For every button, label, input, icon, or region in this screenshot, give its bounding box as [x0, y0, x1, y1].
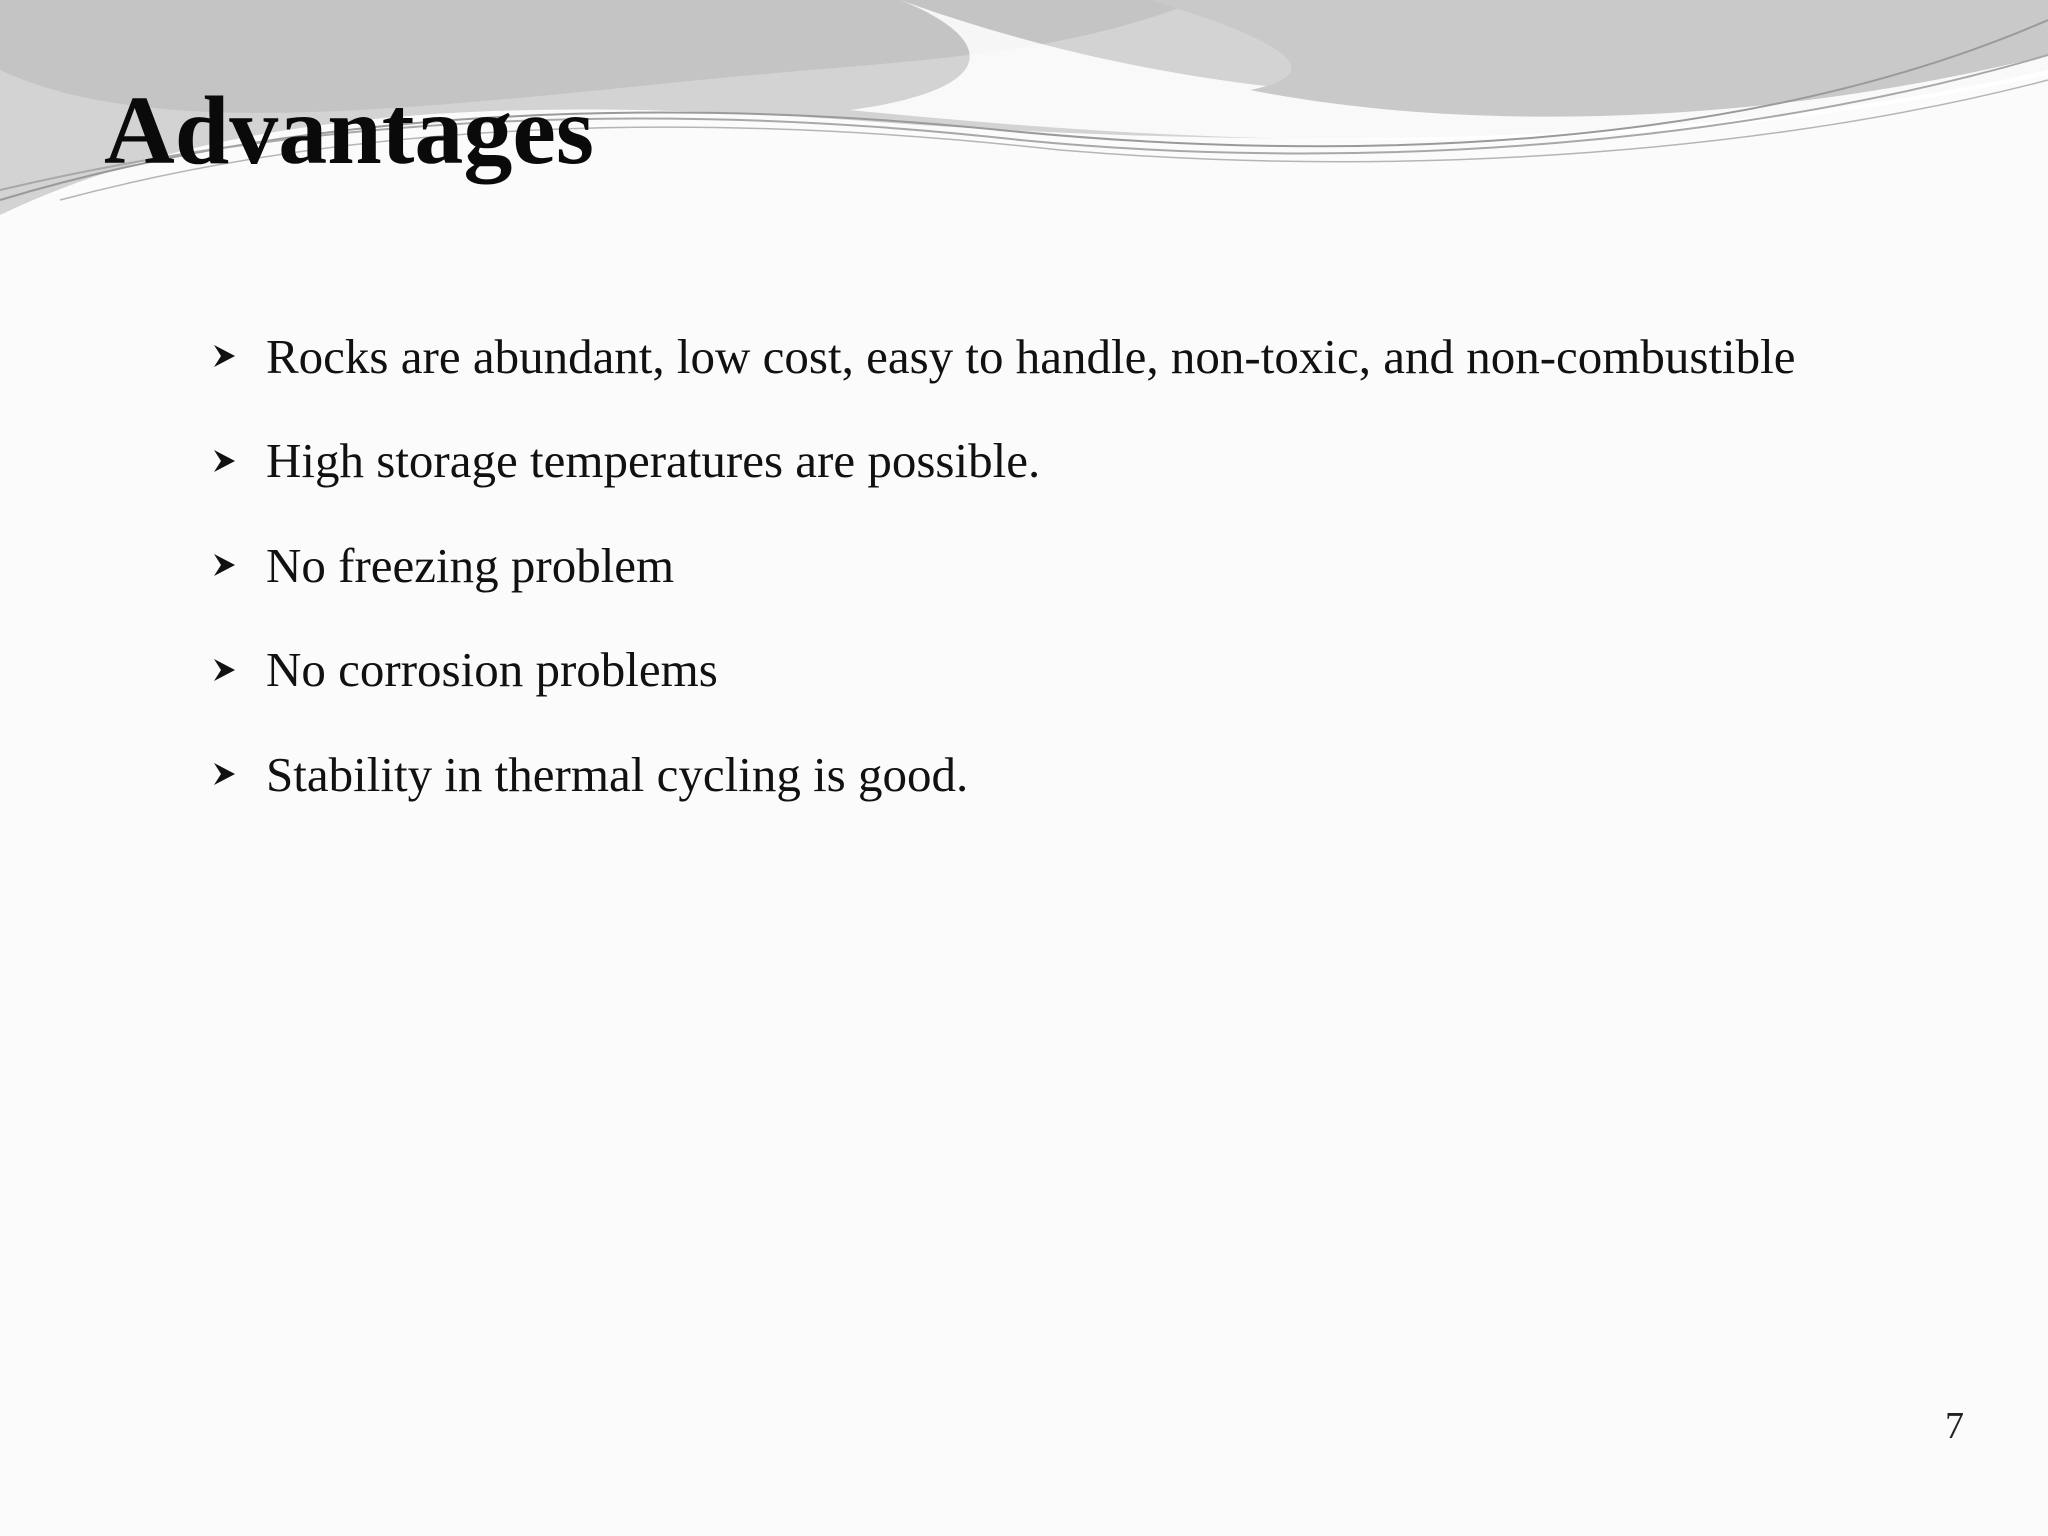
page-number: 7 [1945, 1405, 1964, 1447]
bullet-item [210, 722, 1796, 827]
bullet-item [210, 409, 1796, 514]
bullet-list [210, 304, 1796, 827]
arrowhead-bullet-icon [210, 342, 238, 370]
arrowhead-bullet-icon [210, 760, 238, 788]
slide-title: Advantages [104, 77, 595, 185]
bullet-text: No freezing problem [266, 537, 675, 593]
bullet-item [210, 304, 1796, 409]
bullet-item [210, 513, 1796, 618]
bullet-text: Stability in thermal cycling is good. [266, 746, 969, 802]
bullet-text: No corrosion problems [266, 642, 718, 698]
bullet-text: High storage temperatures are possible. [266, 433, 1041, 489]
arrowhead-bullet-icon [210, 447, 238, 475]
arrowhead-bullet-icon [210, 656, 238, 684]
bullet-text: Rocks are abundant, low cost, easy to handle, non-toxic, and non-combustible [266, 328, 1796, 384]
arrowhead-bullet-icon [210, 551, 238, 579]
bullet-item [210, 618, 1796, 723]
